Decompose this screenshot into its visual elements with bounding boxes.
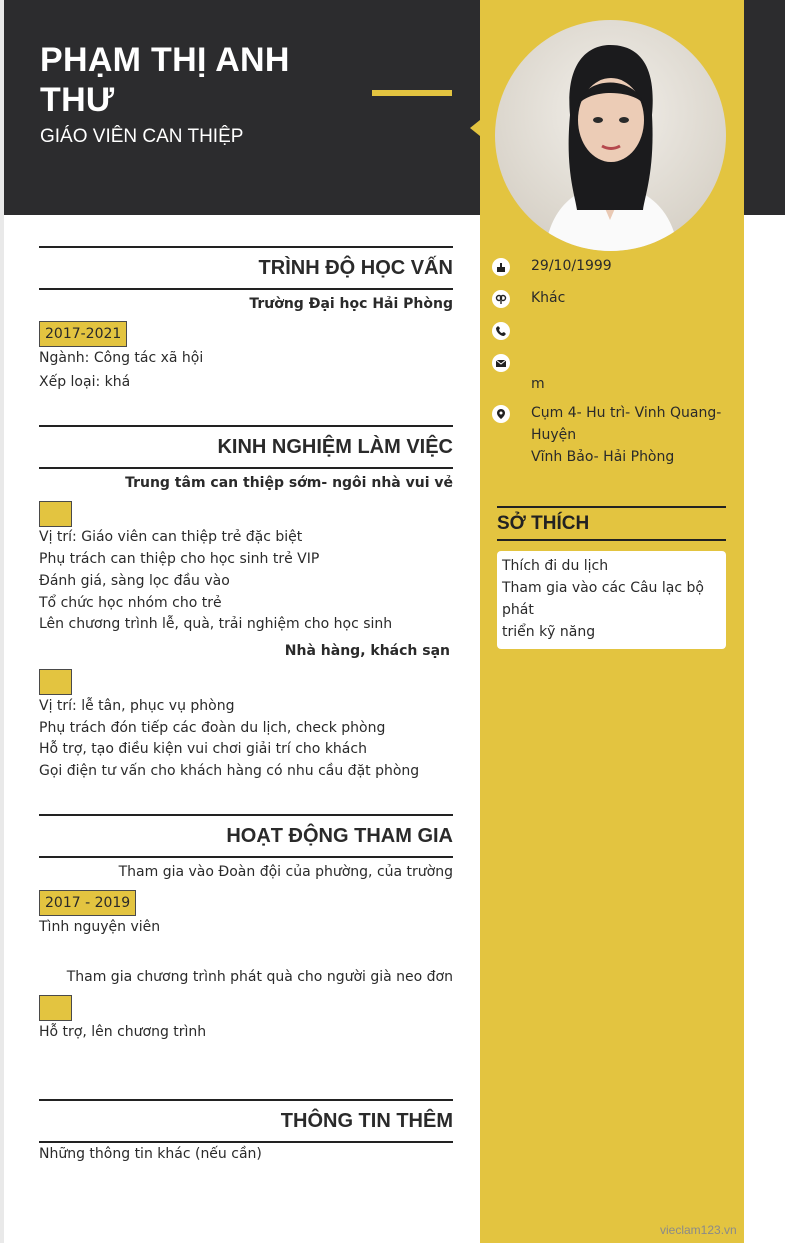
gender-icon <box>492 290 510 308</box>
activity-2-heading: Tham gia chương trình phát quà cho người già neo đơn <box>66 969 453 985</box>
job-1-line-1: Vị trí: Giáo viên can thiệp trẻ đặc biệt <box>39 529 303 545</box>
job-1-line-4: Tổ chức học nhóm cho trẻ <box>39 595 222 611</box>
name-line-1: PHẠM THỊ ANH <box>40 41 290 79</box>
activities-title: HOẠT ĐỘNG THAM GIA <box>39 814 453 858</box>
gender-value: Khác <box>531 290 566 306</box>
job-1-line-3: Đánh giá, sàng lọc đầu vào <box>39 573 230 589</box>
job-1-company: Trung tâm can thiệp sớm- ngôi nhà vui vẻ <box>125 475 453 491</box>
additional-title: THÔNG TIN THÊM <box>39 1099 453 1143</box>
activity-2-period-tag <box>39 995 72 1021</box>
name-line-2: THƯ <box>40 81 115 119</box>
sidebar-notch <box>470 120 480 136</box>
candidate-role: GIÁO VIÊN CAN THIỆP <box>40 126 244 147</box>
email-icon <box>492 354 510 372</box>
job-1-line-2: Phụ trách can thiệp cho học sinh trẻ VIP <box>39 551 320 567</box>
birthday-value: 29/10/1999 <box>531 258 612 274</box>
education-period-tag: 2017-2021 <box>39 321 127 347</box>
additional-text: Những thông tin khác (nếu cần) <box>39 1146 262 1162</box>
job-2-line-2: Phụ trách đón tiếp các đoàn du lịch, check phòng <box>39 720 386 736</box>
hobby-line-2: Tham gia vào các Câu lạc bộ phát <box>502 580 704 618</box>
hobby-line-1: Thích đi du lịch <box>502 558 609 574</box>
activity-1-period-tag: 2017 - 2019 <box>39 890 136 916</box>
activity-1-detail: Tình nguyện viên <box>39 919 161 935</box>
email-value: m <box>531 376 545 392</box>
watermark: vieclam123.vn <box>660 1223 737 1237</box>
education-major: Ngành: Công tác xã hội <box>39 350 204 366</box>
hobby-line-3: triển kỹ năng <box>502 624 596 640</box>
education-title: TRÌNH ĐỘ HỌC VẤN <box>39 246 453 290</box>
cake-icon <box>492 258 510 276</box>
activity-2-detail: Hỗ trợ, lên chương trình <box>39 1024 207 1040</box>
avatar-portrait <box>495 20 726 251</box>
address-line-2: Vĩnh Bảo- Hải Phòng <box>531 449 675 465</box>
location-pin-icon <box>492 405 510 423</box>
job-1-period-tag <box>39 501 72 527</box>
activity-1-heading: Tham gia vào Đoàn đội của phường, của trường <box>118 864 453 880</box>
job-1-line-5: Lên chương trình lễ, quà, trải nghiệm cho học sinh <box>39 616 393 632</box>
experience-title: KINH NGHIỆM LÀM VIỆC <box>39 425 453 469</box>
job-2-line-3: Hỗ trợ, tạo điều kiện vui chơi giải trí cho khách <box>39 741 367 757</box>
hobbies-box <box>497 551 726 649</box>
education-grade: Xếp loại: khá <box>39 374 131 390</box>
job-2-line-4: Gọi điện tư vấn cho khách hàng có nhu cầu đặt phòng <box>39 763 420 779</box>
hobbies-title: SỞ THÍCH <box>497 506 726 541</box>
address-value <box>531 402 751 468</box>
candidate-name <box>40 40 360 120</box>
job-2-period-tag <box>39 669 72 695</box>
address-line-1: Cụm 4- Hu trì- Vinh Quang- Huyện <box>531 405 722 443</box>
education-school: Trường Đại học Hải Phòng <box>249 296 453 312</box>
header-accent-rule <box>372 90 452 96</box>
phone-icon <box>492 322 510 340</box>
job-2-company: Nhà hàng, khách sạn <box>284 643 450 659</box>
avatar <box>495 20 726 251</box>
job-2-line-1: Vị trí: lễ tân, phục vụ phòng <box>39 698 235 714</box>
